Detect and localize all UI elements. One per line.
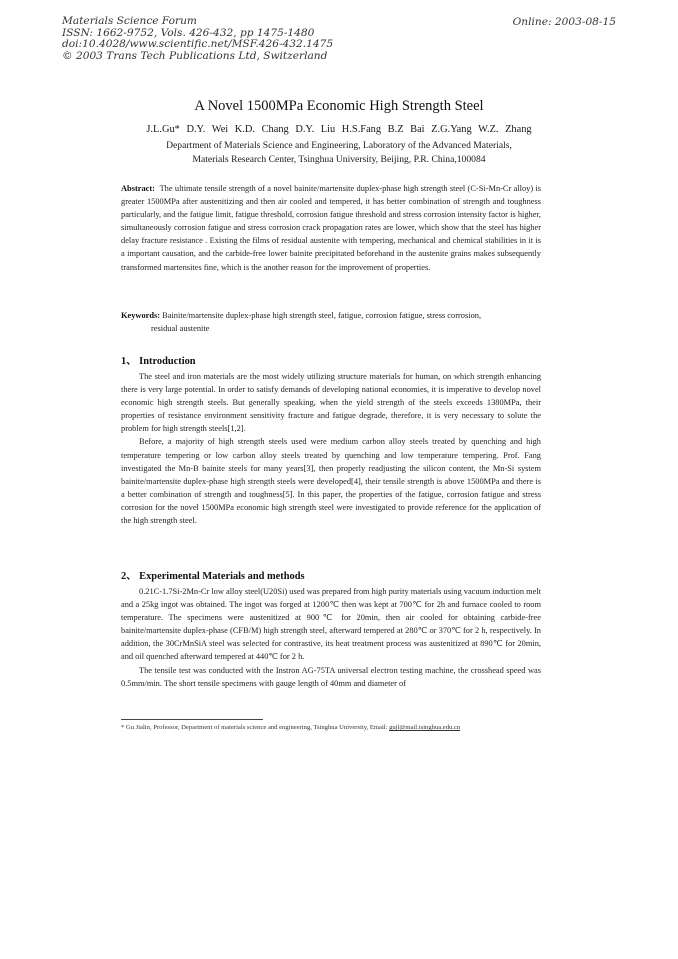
copyright-line: © 2003 Trans Tech Publications Ltd, Switzerland bbox=[62, 49, 328, 62]
issn-line: ISSN: 1662-9752, Vols. 426-432, pp 1475-1480 bbox=[62, 26, 315, 39]
abstract-label: Abstract: bbox=[121, 184, 155, 193]
abstract-text: The ultimate tensile strength of a novel bainite/martensite duplex-phase high strength steel (C-Si-Mn-Cr alloy) is greater 1500MPa after austenitizing and then air cooled and tempered, it has better combination of strength and toughness particularly, and the fatigue limit, fatigue threshold, corrosion fatigue threshold and stress corrosion intensity factor is higher, simultaneously corrosion fatigue and stress corrosion crack propagation rates are lower, which show that the steel has higher delay fracture resistance . Existing the films of residual austenite with tempering, mechanical and chemical stabilities in it is a important causation, and the carbide-free lower bainite precipitated beforehand in the austenite grains makes subsequently transformed martensites fine, which is the another reason for the improvement of properties. bbox=[121, 184, 541, 272]
online-date: Online: 2003-08-15 bbox=[512, 16, 616, 28]
keywords-label: Keywords: bbox=[121, 311, 161, 320]
doi-line: doi:10.4028/www.scientific.net/MSF.426-432.1475 bbox=[62, 38, 334, 50]
keywords-line-1: Bainite/martensite duplex-phase high strength steel, fatigue, corrosion fatigue, stress corrosion, bbox=[162, 311, 482, 320]
section-2-paragraph-2: The tensile test was conducted with the Instron AG-75TA universal electron testing machine, the crosshead speed was 0.5mm/min. The short tensile specimens with gauge length of 40mm and diameter of bbox=[121, 665, 541, 688]
affiliation-line-2: Materials Research Center, Tsinghua University, Beijing, P.R. China,100084 bbox=[192, 154, 486, 165]
footnote-email-link[interactable]: gujl@mail.tsinghua.edu.cn bbox=[389, 724, 461, 731]
affiliation bbox=[0, 139, 678, 167]
paper-title: A Novel 1500MPa Economic High Strength Steel bbox=[194, 98, 484, 114]
footnote-divider bbox=[121, 719, 263, 720]
journal-name: Materials Science Forum bbox=[62, 15, 197, 27]
section-1-paragraph-1: The steel and iron materials are the most widely utilizing structure materials for human, on which strength enhancing there is very large potential. In order to satisfy demands of developing national economies, it is imperative to develop novel economic high strength steels. But generally speaking, when the yield strength of the steels exceeds 1380MPa, their properties of resistance environment sensitivity fracture and fatigue degrade, therefore, it is very necessary to solute the problem for high strength steels[1,2]. bbox=[121, 372, 541, 434]
author-list: J.L.Gu* D.Y. Wei K.D. Chang D.Y. Liu H.S.Fang B.Z Bai Z.G.Yang W.Z. Zhang bbox=[146, 124, 532, 135]
footnote-text: * Gu Jialin, Professor, Department of materials science and engineering, Tsinghua University, Email: bbox=[121, 724, 390, 731]
section-1-heading: 1、 Introduction bbox=[121, 356, 196, 367]
affiliation-line-1: Department of Materials Science and Engineering, Laboratory of the Advanced Materials, bbox=[166, 140, 512, 151]
footnote bbox=[121, 724, 551, 731]
section-2-heading: 2、 Experimental Materials and methods bbox=[121, 571, 305, 582]
keywords bbox=[121, 309, 541, 335]
section-2-paragraph-1: 0.21C-1.7Si-2Mn-Cr low alloy steel(U20Si) used was prepared from high purity materials using vacuum induction melt and a 25kg ingot was obtained. The ingot was forged at 1200℃ then was kept at 700℃ for 2h and furnace cooled to room temperature. The specimens were austenitized at 900℃ for 20min, then air cooled for obtaining carbide-free bainite/martensite duplex-phase (CFB/M) high strength steel, afterward tempered at 280℃ or 370℃ for 2 h, respectively. In addition, the 30CrMnSiA steel was selected for contrastive, its heat treatment process was austenitized at 890℃ for 20min, and oil quenched afterward tempered at 440℃ for 2 h. bbox=[121, 587, 541, 662]
section-introduction bbox=[121, 355, 541, 527]
section-materials-methods bbox=[121, 570, 541, 690]
journal-header bbox=[62, 16, 333, 62]
keywords-line-2: residual austenite bbox=[151, 324, 210, 334]
section-1-paragraph-2: Before, a majority of high strength steels used were medium carbon alloy steels treated by quenching and high temperature tempering or low carbon alloy steels treated by quenching and low temperature tempering. Prof. Fang investigated the Mn-B bainite steels for many years[3], then properly readjusting the silicon content, the Mn-Si system bainite/martensite duplex-phase high strength steels were developed[4], their tensile strength is above 1500MPa and there is a better combination of strength and toughness[5]. In this paper, the properties of the fatigue, corrosion fatigue and stress corrosion for the novel 1500MPa economic high strength steel were investigated to provide reference for the application of the high strength steel. bbox=[121, 437, 541, 526]
abstract bbox=[121, 182, 541, 274]
